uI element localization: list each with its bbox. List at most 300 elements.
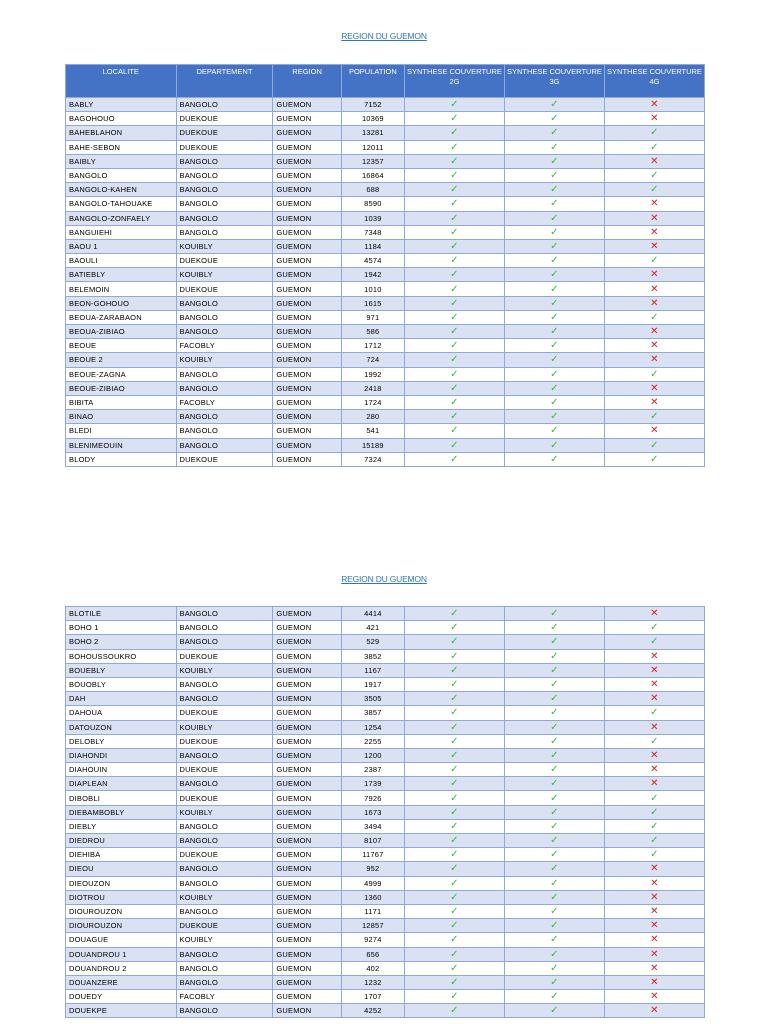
check-icon: ✓	[450, 962, 459, 974]
cross-icon: ✕	[650, 764, 659, 776]
cell-localite: BEOUA-ZIBIAO	[66, 325, 177, 339]
check-icon: ✓	[550, 311, 559, 323]
cell-coverage-3g	[504, 890, 604, 904]
cell-coverage-3g	[504, 975, 604, 989]
cell-coverage-2g	[404, 805, 504, 819]
cell-localite: DIBOBLI	[66, 791, 177, 805]
check-icon: ✓	[650, 820, 659, 832]
check-icon: ✓	[550, 184, 559, 196]
cell-departement: KOUIBLY	[176, 239, 273, 253]
cell-population: 280	[341, 410, 404, 424]
table-row	[66, 225, 705, 239]
cell-coverage-2g	[404, 168, 504, 182]
check-icon: ✓	[450, 693, 459, 705]
check-icon: ✓	[550, 735, 559, 747]
cell-region: GUEMON	[273, 438, 341, 452]
check-icon: ✓	[550, 934, 559, 946]
cell-region: GUEMON	[273, 367, 341, 381]
check-icon: ✓	[550, 891, 559, 903]
cell-region: GUEMON	[273, 720, 341, 734]
table-row	[66, 748, 705, 762]
check-icon: ✓	[450, 920, 459, 932]
cell-coverage-2g	[404, 692, 504, 706]
check-icon: ✓	[550, 906, 559, 918]
cell-coverage-4g	[604, 367, 704, 381]
check-icon: ✓	[550, 240, 559, 252]
cell-coverage-3g	[504, 649, 604, 663]
check-icon: ✓	[450, 707, 459, 719]
cell-region: GUEMON	[273, 424, 341, 438]
cell-region: GUEMON	[273, 168, 341, 182]
cell-coverage-3g	[504, 763, 604, 777]
cell-coverage-2g	[404, 819, 504, 833]
cell-departement: FACOBLY	[176, 990, 273, 1004]
cell-localite: DIEHIBA	[66, 848, 177, 862]
cell-coverage-4g	[604, 325, 704, 339]
cell-coverage-3g	[504, 254, 604, 268]
cell-region: GUEMON	[273, 126, 341, 140]
cell-population: 529	[341, 635, 404, 649]
table-body-1	[66, 98, 705, 467]
cell-departement: DUEKOUE	[176, 848, 273, 862]
cross-icon: ✕	[650, 240, 659, 252]
cell-coverage-4g	[604, 734, 704, 748]
cell-localite: BAIBLY	[66, 154, 177, 168]
table-body-2	[66, 607, 705, 1018]
table-row	[66, 692, 705, 706]
cell-population: 7324	[341, 452, 404, 466]
cell-departement: KOUIBLY	[176, 933, 273, 947]
cell-coverage-4g	[604, 98, 704, 112]
check-icon: ✓	[550, 255, 559, 267]
check-icon: ✓	[450, 622, 459, 634]
cell-coverage-4g	[604, 353, 704, 367]
cell-population: 1360	[341, 890, 404, 904]
table-row	[66, 112, 705, 126]
cell-coverage-3g	[504, 734, 604, 748]
check-icon: ✓	[650, 849, 659, 861]
coverage-table-1	[65, 64, 705, 467]
cell-coverage-2g	[404, 663, 504, 677]
header-localite: LOCALITE	[66, 65, 177, 98]
cell-region: GUEMON	[273, 990, 341, 1004]
cell-population: 9274	[341, 933, 404, 947]
cell-region: GUEMON	[273, 677, 341, 691]
cross-icon: ✕	[650, 226, 659, 238]
cell-population: 4252	[341, 1004, 404, 1018]
cell-departement: BANGOLO	[176, 211, 273, 225]
cell-departement: FACOBLY	[176, 395, 273, 409]
cell-coverage-3g	[504, 706, 604, 720]
cell-coverage-3g	[504, 791, 604, 805]
check-icon: ✓	[450, 778, 459, 790]
check-icon: ✓	[550, 340, 559, 352]
cell-region: GUEMON	[273, 268, 341, 282]
check-icon: ✓	[550, 721, 559, 733]
check-icon: ✓	[650, 255, 659, 267]
table-row	[66, 168, 705, 182]
cell-population: 11767	[341, 848, 404, 862]
cell-coverage-2g	[404, 282, 504, 296]
table-row	[66, 805, 705, 819]
cell-coverage-2g	[404, 677, 504, 691]
check-icon: ✓	[550, 170, 559, 182]
cell-coverage-3g	[504, 339, 604, 353]
check-icon: ✓	[650, 622, 659, 634]
cell-coverage-3g	[504, 154, 604, 168]
cell-departement: BANGOLO	[176, 621, 273, 635]
cell-coverage-2g	[404, 990, 504, 1004]
cell-localite: BATIEBLY	[66, 268, 177, 282]
cell-population: 1739	[341, 777, 404, 791]
cell-population: 3857	[341, 706, 404, 720]
cross-icon: ✕	[650, 778, 659, 790]
check-icon: ✓	[450, 425, 459, 437]
cross-icon: ✕	[650, 382, 659, 394]
cell-coverage-4g	[604, 607, 704, 621]
check-icon: ✓	[550, 397, 559, 409]
cell-region: GUEMON	[273, 452, 341, 466]
cell-coverage-4g	[604, 706, 704, 720]
cell-coverage-4g	[604, 975, 704, 989]
table-row	[66, 635, 705, 649]
cell-coverage-3g	[504, 819, 604, 833]
check-icon: ✓	[550, 636, 559, 648]
cell-localite: BOHOUSSOUKRO	[66, 649, 177, 663]
cell-coverage-2g	[404, 325, 504, 339]
cell-departement: DUEKOUE	[176, 791, 273, 805]
cell-population: 1615	[341, 296, 404, 310]
cell-departement: BANGOLO	[176, 777, 273, 791]
cell-region: GUEMON	[273, 112, 341, 126]
cell-departement: BANGOLO	[176, 1004, 273, 1018]
cell-coverage-2g	[404, 904, 504, 918]
check-icon: ✓	[450, 311, 459, 323]
table-row	[66, 791, 705, 805]
cell-coverage-3g	[504, 197, 604, 211]
cell-localite: BANGUIEHI	[66, 225, 177, 239]
cell-coverage-2g	[404, 381, 504, 395]
cell-coverage-2g	[404, 424, 504, 438]
cell-population: 12011	[341, 140, 404, 154]
check-icon: ✓	[450, 835, 459, 847]
check-icon: ✓	[650, 792, 659, 804]
cell-region: GUEMON	[273, 381, 341, 395]
cell-coverage-4g	[604, 848, 704, 862]
cell-region: GUEMON	[273, 225, 341, 239]
table-row	[66, 919, 705, 933]
cell-departement: DUEKOUE	[176, 254, 273, 268]
section-title-1: REGION DU GUEMON	[341, 31, 427, 41]
cell-coverage-4g	[604, 777, 704, 791]
cell-coverage-4g	[604, 183, 704, 197]
cell-departement: BANGOLO	[176, 961, 273, 975]
cell-coverage-2g	[404, 140, 504, 154]
cell-coverage-2g	[404, 649, 504, 663]
check-icon: ✓	[550, 806, 559, 818]
check-icon: ✓	[650, 311, 659, 323]
cell-departement: DUEKOUE	[176, 140, 273, 154]
cell-region: GUEMON	[273, 239, 341, 253]
table-row	[66, 438, 705, 452]
table-row	[66, 395, 705, 409]
cell-coverage-3g	[504, 140, 604, 154]
cell-region: GUEMON	[273, 862, 341, 876]
cell-coverage-3g	[504, 720, 604, 734]
check-icon: ✓	[450, 792, 459, 804]
cell-coverage-4g	[604, 225, 704, 239]
cell-localite: BOUEBLY	[66, 663, 177, 677]
check-icon: ✓	[550, 283, 559, 295]
cell-localite: DOUEKPE	[66, 1004, 177, 1018]
cell-coverage-2g	[404, 706, 504, 720]
cell-departement: BANGOLO	[176, 154, 273, 168]
check-icon: ✓	[550, 920, 559, 932]
table-row	[66, 848, 705, 862]
table-row	[66, 677, 705, 691]
cell-coverage-4g	[604, 282, 704, 296]
cross-icon: ✕	[650, 976, 659, 988]
cell-departement: BANGOLO	[176, 381, 273, 395]
cell-coverage-4g	[604, 296, 704, 310]
cell-localite: BLODY	[66, 452, 177, 466]
cell-departement: BANGOLO	[176, 635, 273, 649]
cell-population: 1039	[341, 211, 404, 225]
table-row	[66, 990, 705, 1004]
cell-region: GUEMON	[273, 154, 341, 168]
check-icon: ✓	[550, 707, 559, 719]
cell-localite: BEOUE-ZIBIAO	[66, 381, 177, 395]
table-row	[66, 834, 705, 848]
cell-population: 1724	[341, 395, 404, 409]
cell-coverage-3g	[504, 862, 604, 876]
cell-coverage-4g	[604, 677, 704, 691]
cell-coverage-2g	[404, 239, 504, 253]
cross-icon: ✕	[650, 877, 659, 889]
check-icon: ✓	[550, 368, 559, 380]
cell-coverage-4g	[604, 834, 704, 848]
table-row	[66, 126, 705, 140]
cell-coverage-2g	[404, 763, 504, 777]
cross-icon: ✕	[650, 650, 659, 662]
cell-coverage-4g	[604, 168, 704, 182]
check-icon: ✓	[450, 368, 459, 380]
cell-localite: BOHO 1	[66, 621, 177, 635]
cell-coverage-2g	[404, 353, 504, 367]
cell-localite: DELOBLY	[66, 734, 177, 748]
check-icon: ✓	[550, 198, 559, 210]
cell-coverage-2g	[404, 947, 504, 961]
cell-coverage-2g	[404, 890, 504, 904]
check-icon: ✓	[450, 1005, 459, 1017]
cell-localite: DIAPLEAN	[66, 777, 177, 791]
cell-coverage-3g	[504, 381, 604, 395]
cell-departement: BANGOLO	[176, 225, 273, 239]
cell-coverage-3g	[504, 452, 604, 466]
check-icon: ✓	[550, 948, 559, 960]
cell-coverage-3g	[504, 98, 604, 112]
cell-coverage-4g	[604, 649, 704, 663]
check-icon: ✓	[450, 141, 459, 153]
cell-coverage-4g	[604, 805, 704, 819]
check-icon: ✓	[550, 269, 559, 281]
cell-region: GUEMON	[273, 98, 341, 112]
cell-coverage-3g	[504, 947, 604, 961]
cell-coverage-4g	[604, 452, 704, 466]
check-icon: ✓	[550, 792, 559, 804]
cell-localite: DATOUZON	[66, 720, 177, 734]
table-row	[66, 239, 705, 253]
cell-coverage-3g	[504, 961, 604, 975]
cell-coverage-4g	[604, 140, 704, 154]
cell-coverage-2g	[404, 225, 504, 239]
cell-departement: DUEKOUE	[176, 126, 273, 140]
table-row	[66, 890, 705, 904]
cell-coverage-3g	[504, 834, 604, 848]
check-icon: ✓	[450, 636, 459, 648]
check-icon: ✓	[550, 749, 559, 761]
cell-region: GUEMON	[273, 819, 341, 833]
cell-region: GUEMON	[273, 663, 341, 677]
cell-departement: DUEKOUE	[176, 734, 273, 748]
cell-region: GUEMON	[273, 777, 341, 791]
check-icon: ✓	[450, 439, 459, 451]
cross-icon: ✕	[650, 962, 659, 974]
cell-population: 1673	[341, 805, 404, 819]
cell-departement: BANGOLO	[176, 904, 273, 918]
cross-icon: ✕	[650, 155, 659, 167]
cell-coverage-4g	[604, 339, 704, 353]
check-icon: ✓	[450, 906, 459, 918]
cell-coverage-3g	[504, 677, 604, 691]
cross-icon: ✕	[650, 608, 659, 620]
cell-coverage-4g	[604, 621, 704, 635]
table-row	[66, 296, 705, 310]
check-icon: ✓	[550, 991, 559, 1003]
table-row	[66, 876, 705, 890]
cell-localite: BANGOLO	[66, 168, 177, 182]
check-icon: ✓	[450, 99, 459, 111]
cell-departement: BANGOLO	[176, 607, 273, 621]
cell-departement: DUEKOUE	[176, 649, 273, 663]
cell-departement: BANGOLO	[176, 677, 273, 691]
table-row	[66, 424, 705, 438]
check-icon: ✓	[550, 113, 559, 125]
table-row	[66, 777, 705, 791]
cell-departement: DUEKOUE	[176, 763, 273, 777]
check-icon: ✓	[550, 212, 559, 224]
cell-departement: KOUIBLY	[176, 720, 273, 734]
check-icon: ✓	[550, 778, 559, 790]
cell-coverage-2g	[404, 791, 504, 805]
cell-coverage-2g	[404, 310, 504, 324]
cell-coverage-2g	[404, 777, 504, 791]
table-row	[66, 663, 705, 677]
cell-population: 12357	[341, 154, 404, 168]
cell-population: 1254	[341, 720, 404, 734]
table-row	[66, 819, 705, 833]
cell-coverage-3g	[504, 268, 604, 282]
cell-population: 10369	[341, 112, 404, 126]
check-icon: ✓	[550, 835, 559, 847]
table-row	[66, 706, 705, 720]
cell-region: GUEMON	[273, 805, 341, 819]
cell-population: 724	[341, 353, 404, 367]
cell-localite: DIAHOUIN	[66, 763, 177, 777]
check-icon: ✓	[550, 453, 559, 465]
cell-population: 1167	[341, 663, 404, 677]
cell-departement: BANGOLO	[176, 748, 273, 762]
table-row	[66, 310, 705, 324]
cell-coverage-4g	[604, 410, 704, 424]
cell-region: GUEMON	[273, 1004, 341, 1018]
cell-coverage-4g	[604, 381, 704, 395]
cell-coverage-3g	[504, 663, 604, 677]
cell-population: 1917	[341, 677, 404, 691]
check-icon: ✓	[450, 226, 459, 238]
check-icon: ✓	[650, 439, 659, 451]
table-row	[66, 862, 705, 876]
cell-localite: BEON-GOHOUO	[66, 296, 177, 310]
check-icon: ✓	[450, 397, 459, 409]
check-icon: ✓	[550, 382, 559, 394]
cell-departement: BANGOLO	[176, 424, 273, 438]
cell-population: 1992	[341, 367, 404, 381]
table-row	[66, 197, 705, 211]
check-icon: ✓	[550, 226, 559, 238]
check-icon: ✓	[450, 820, 459, 832]
cell-coverage-4g	[604, 424, 704, 438]
cell-population: 2387	[341, 763, 404, 777]
check-icon: ✓	[450, 948, 459, 960]
cell-localite: BAOU 1	[66, 239, 177, 253]
cell-departement: KOUIBLY	[176, 663, 273, 677]
check-icon: ✓	[450, 664, 459, 676]
check-icon: ✓	[450, 255, 459, 267]
cell-departement: DUEKOUE	[176, 452, 273, 466]
header-coverage-2g: SYNTHESE COUVERTURE 2G	[404, 65, 504, 98]
check-icon: ✓	[650, 368, 659, 380]
cell-localite: BEOUA-ZARABAON	[66, 310, 177, 324]
cell-population: 8107	[341, 834, 404, 848]
table-row	[66, 720, 705, 734]
table-row	[66, 763, 705, 777]
cell-coverage-4g	[604, 211, 704, 225]
cell-region: GUEMON	[273, 834, 341, 848]
check-icon: ✓	[450, 113, 459, 125]
check-icon: ✓	[550, 99, 559, 111]
cell-coverage-2g	[404, 748, 504, 762]
cell-coverage-4g	[604, 890, 704, 904]
cell-localite: DOUAGUE	[66, 933, 177, 947]
cell-coverage-2g	[404, 720, 504, 734]
cell-departement: BANGOLO	[176, 876, 273, 890]
cell-coverage-4g	[604, 947, 704, 961]
cell-coverage-2g	[404, 183, 504, 197]
cell-region: GUEMON	[273, 635, 341, 649]
cell-population: 4574	[341, 254, 404, 268]
cell-departement: KOUIBLY	[176, 353, 273, 367]
cell-region: GUEMON	[273, 848, 341, 862]
cell-departement: BANGOLO	[176, 197, 273, 211]
cell-region: GUEMON	[273, 353, 341, 367]
check-icon: ✓	[450, 679, 459, 691]
cell-departement: DUEKOUE	[176, 706, 273, 720]
check-icon: ✓	[550, 297, 559, 309]
cell-departement: BANGOLO	[176, 367, 273, 381]
check-icon: ✓	[550, 354, 559, 366]
cell-coverage-4g	[604, 1004, 704, 1018]
